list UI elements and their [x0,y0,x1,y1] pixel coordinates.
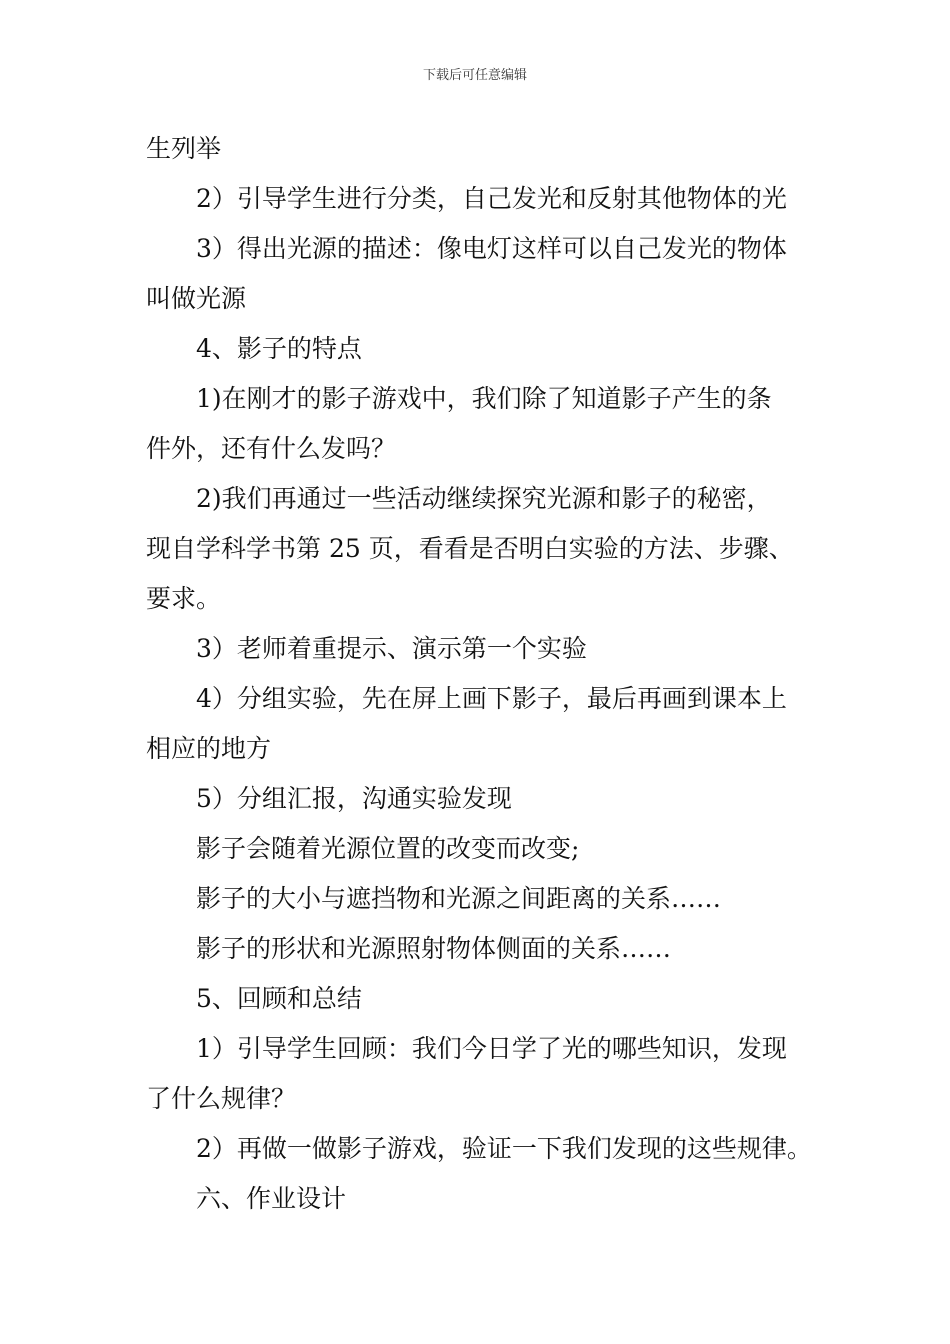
section-heading: 4、影子的特点 [196,334,362,363]
text-line: 要求。 [146,584,222,613]
section-heading: 5、回顾和总结 [196,984,362,1013]
text-line: 件外，还有什么发吗？ [146,434,397,463]
text-line: 影子的形状和光源照射物体侧面的关系…… [196,934,672,963]
page-header: 下载后可任意编辑 [422,68,527,83]
text-line: 3）得出光源的描述：像电灯这样可以自己发光的物体 [196,234,787,263]
text-line: 相应的地方 [146,734,272,763]
text-line: 2）引导学生进行分类，自己发光和反射其他物体的光 [196,184,787,213]
text-line: 5）分组汇报，沟通实验发现 [196,784,512,813]
text-line: 3）老师着重提示、演示第一个实验 [196,634,587,663]
text-line: 影子的大小与遮挡物和光源之间距离的关系…… [196,884,722,913]
text-line: 影子会随着光源位置的改变而改变; [196,834,580,863]
text-line: 了什么规律？ [146,1084,297,1113]
text-line: 1）引导学生回顾：我们今日学了光的哪些知识，发现 [196,1034,787,1063]
text-line: 2）再做一做影子游戏，验证一下我们发现的这些规律。 [196,1134,812,1163]
document-body [146,124,826,1224]
text-line: 生列举 [146,134,222,163]
section-heading: 六、作业设计 [196,1184,347,1213]
text-line: 2)我们再通过一些活动继续探究光源和影子的秘密， [196,484,772,513]
text-line: 现自学科学书第 25 页，看看是否明白实验的方法、步骤、 [146,534,794,563]
text-line: 叫做光源 [146,284,247,313]
text-line: 4）分组实验，先在屏上画下影子，最后再画到课本上 [196,684,787,713]
text-line: 1)在刚才的影子游戏中，我们除了知道影子产生的条 [196,384,772,413]
